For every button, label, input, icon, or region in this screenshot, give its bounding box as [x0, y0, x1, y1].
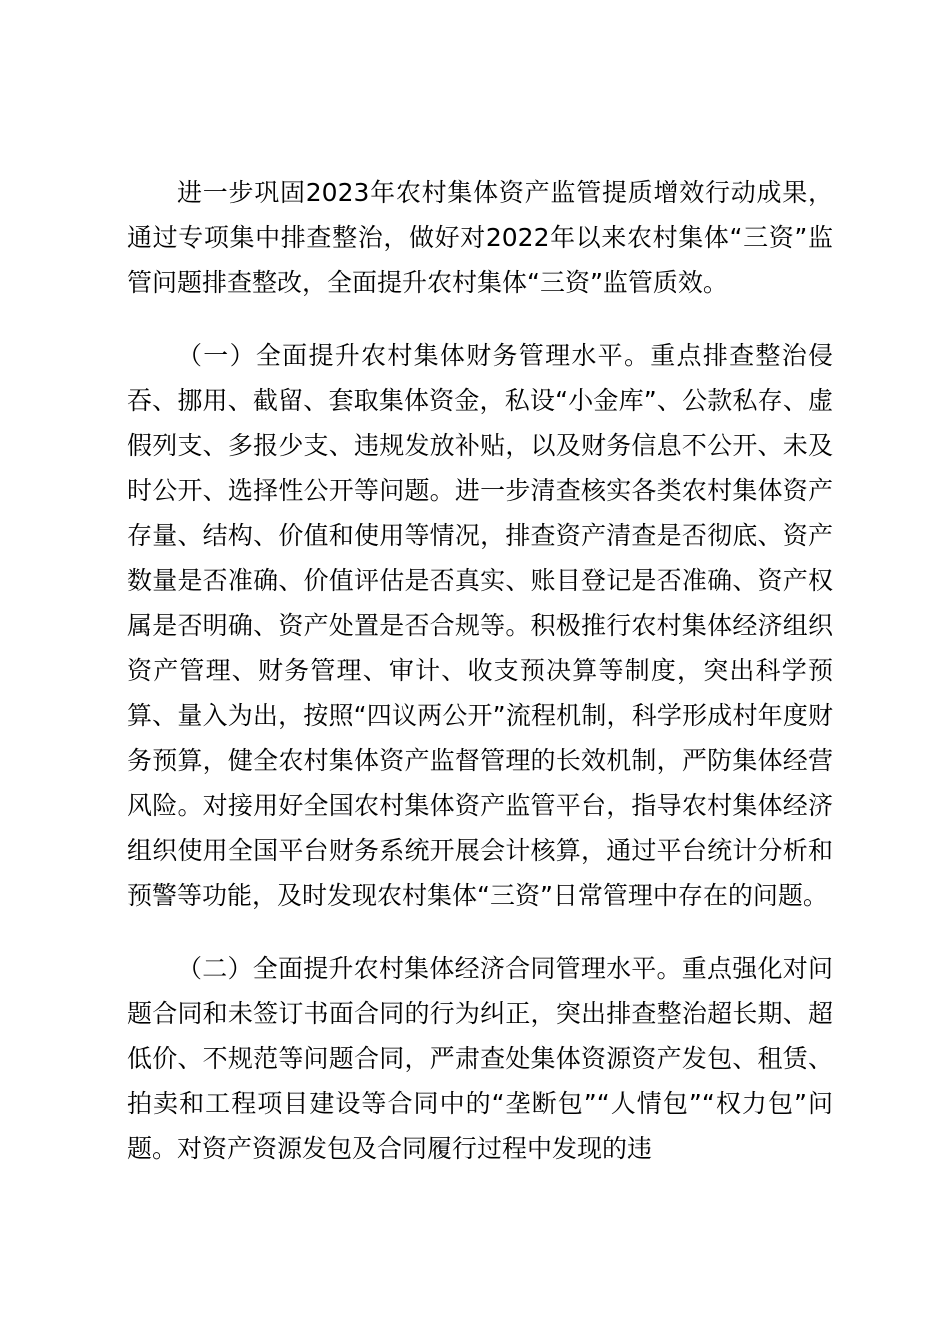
paragraph-intro: 进一步巩固2023年农村集体资产监管提质增效行动成果，通过专项集中排查整治，做好对2022年以来农村集体“三资”监管问题排查整改，全面提升农村集体“三资”监管质效。: [127, 178, 833, 297]
paragraph-section-1: （一）全面提升农村集体财务管理水平。重点排查整治侵吞、挪用、截留、套取集体资金，私设“小金库”、公款私存、虚假列支、多报少支、违规发放补贴，以及财务信息不公开、未及时公开、选择性公开等问题。进一步清查核实各类农村集体资产存量、结构、价值和使用等情况，排查资产清查是否彻底、资产数量是否准确、价值评估是否真实、账目登记是否准确、资产权属是否明确、资产处置是否合规等。积极推行农村集体经济组织资产管理、财务管理、审计、收支预决算等制度，突出科学预算、量入为出，按照“四议两公开”流程机制，科学形成村年度财务预算，健全农村集体资产监督管理的长效机制，严防集体经营风险。对接用好全国农村集体资产监管平台，指导农村集体经济组织使用全国平台财务系统开展会计核算，通过平台统计分析和预警等功能，及时发现农村集体“三资”日常管理中存在的问题。: [127, 341, 833, 910]
paragraph-section-2: （二）全面提升农村集体经济合同管理水平。重点强化对问题合同和未签订书面合同的行为纠正，突出排查整治超长期、超低价、不规范等问题合同，严肃查处集体资源资产发包、租赁、拍卖和工程项目建设等合同中的“垄断包”“人情包”“权力包”问题。对资产资源发包及合同履行过程中发现的违: [127, 954, 833, 1163]
document-body: [127, 170, 833, 1171]
